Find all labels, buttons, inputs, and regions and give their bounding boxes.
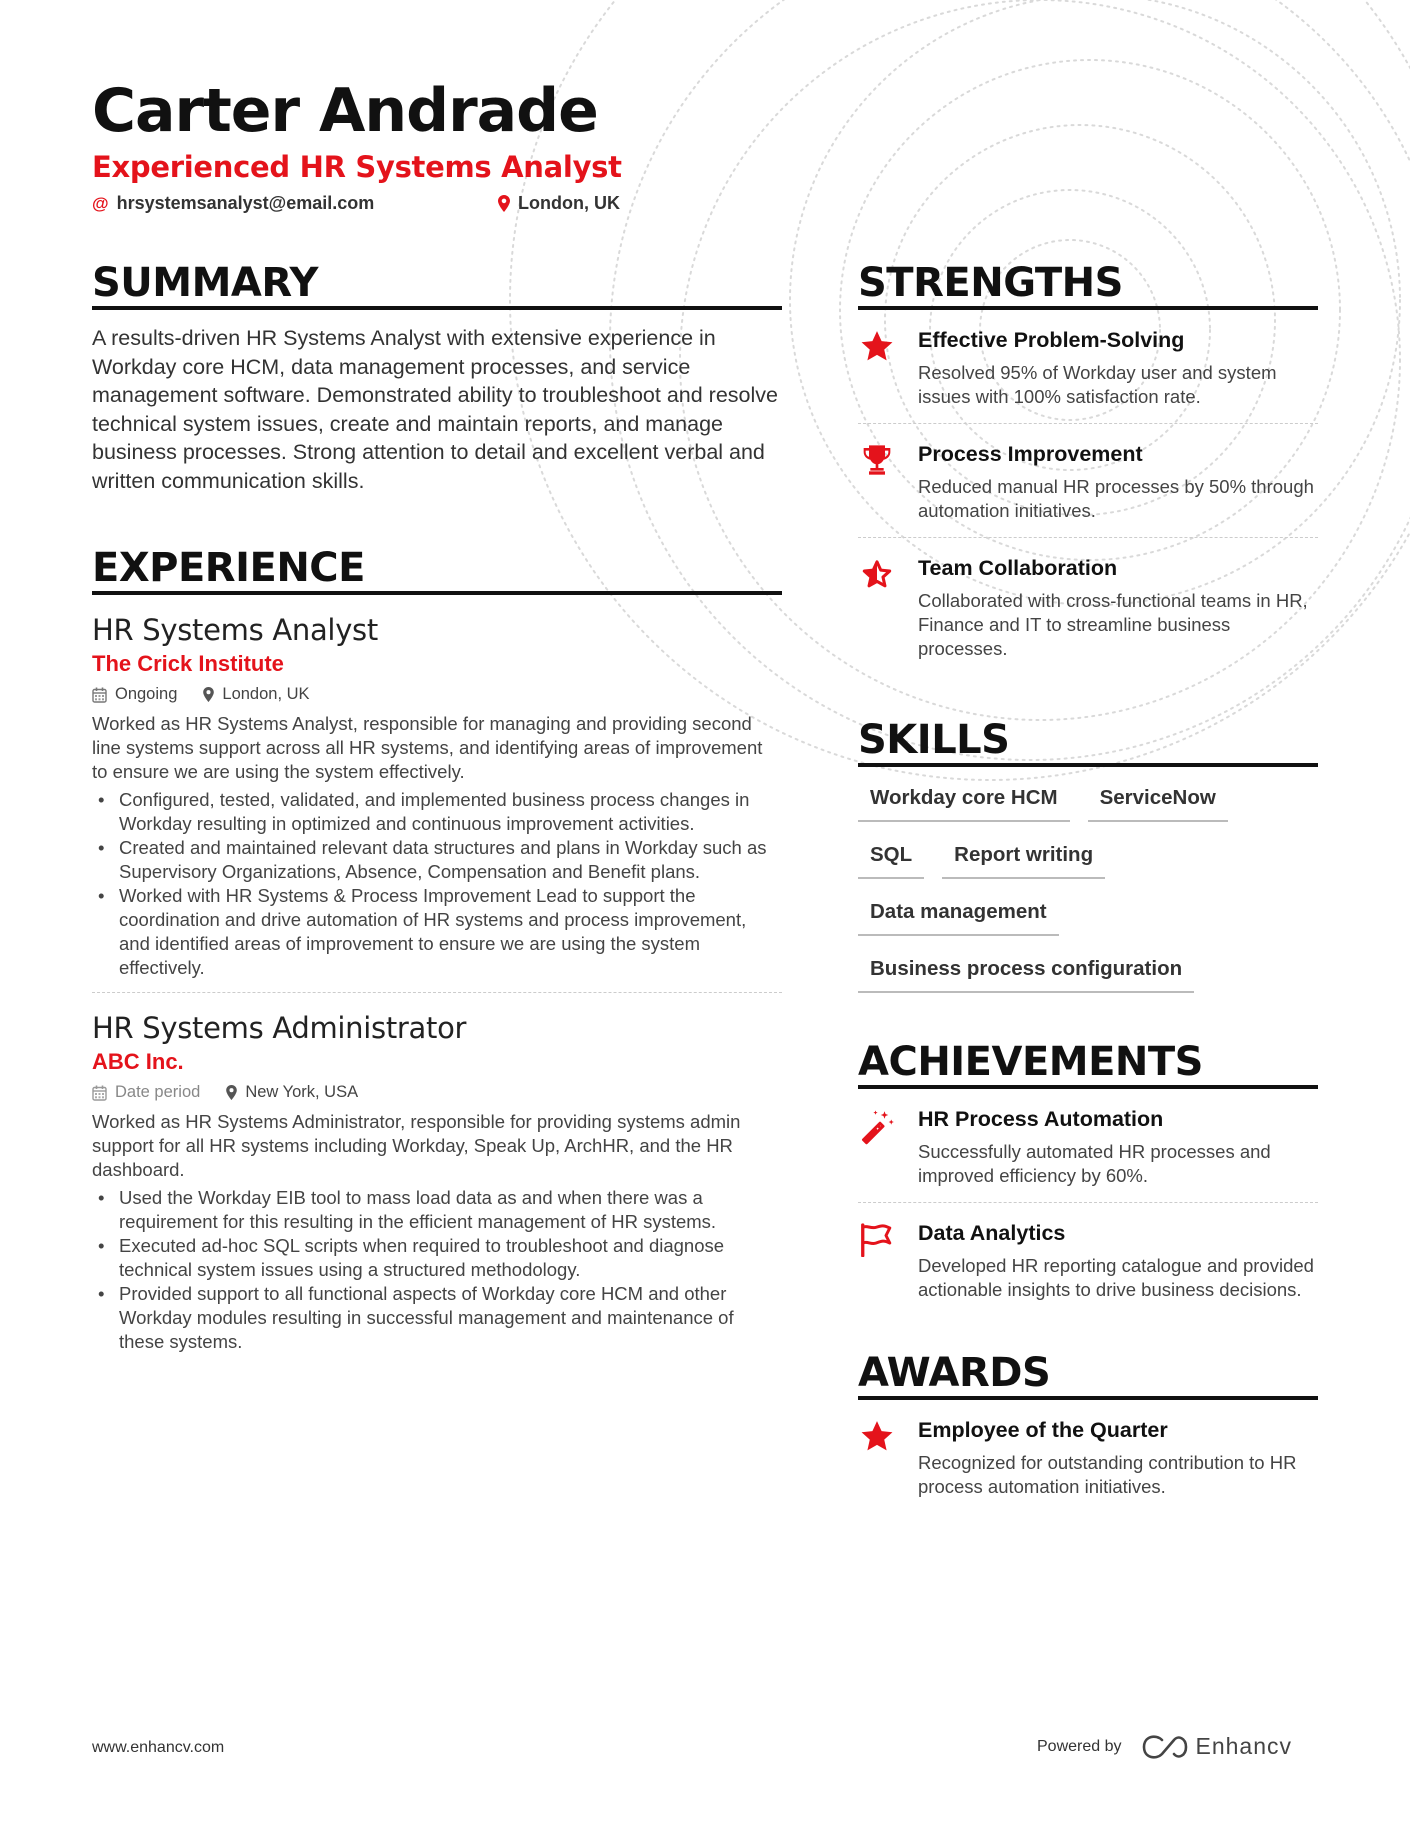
candidate-name: Carter Andrade	[92, 76, 598, 146]
contact-email[interactable]	[92, 193, 374, 214]
job-bullets	[92, 1186, 782, 1354]
job-bullet: • Provided support to all functional aspects of Workday core HCM and other Workday modules resulting in successful management and maintenance of these systems.	[92, 1282, 782, 1354]
magic-wand-icon	[858, 1107, 896, 1188]
strengths-section	[858, 262, 1318, 675]
achievement-title: Data Analytics	[918, 1221, 1066, 1245]
skills-heading: SKILLS	[858, 719, 1318, 767]
job-bullet: • Used the Workday EIB tool to mass load data as and when there was a requirement for this resulting in the efficient management of HR systems.	[92, 1186, 782, 1234]
job-meta	[92, 1083, 782, 1102]
job-title: HR Systems Analyst	[92, 613, 378, 647]
job-bullet: • Configured, tested, validated, and implemented business process changes in Workday resulting in optimized and continuous improvement activities.	[92, 788, 782, 836]
left-column	[92, 262, 782, 1354]
strength-desc: Reduced manual HR processes by 50% through automation initiatives.	[918, 476, 1314, 521]
award-desc: Recognized for outstanding contribution to HR process automation initiatives.	[918, 1452, 1297, 1497]
job-company: ABC Inc.	[92, 1049, 184, 1074]
awards-section	[858, 1352, 1318, 1513]
calendar-icon	[92, 687, 107, 703]
job-company: The Crick Institute	[92, 651, 284, 676]
achievement-title: HR Process Automation	[918, 1107, 1164, 1131]
strength-desc: Collaborated with cross-functional teams in HR, Finance and IT to streamline business processes.	[918, 590, 1308, 659]
job-bullet: • Worked with HR Systems & Process Improvement Lead to support the coordination and drive automation of HR systems and process improvement, and identified areas of improvement to ensure we are using the system effectively.	[92, 884, 782, 980]
experience-section	[92, 547, 782, 1354]
calendar-icon	[92, 1085, 107, 1101]
achievement-desc: Developed HR reporting catalogue and provided actionable insights to drive business decisions.	[918, 1255, 1314, 1300]
strength-title: Team Collaboration	[918, 556, 1118, 580]
achievement-item	[858, 1203, 1318, 1316]
star-icon	[858, 328, 896, 409]
right-column	[858, 262, 1318, 1513]
strength-title: Effective Problem-Solving	[918, 328, 1185, 352]
strength-title: Process Improvement	[918, 442, 1143, 466]
map-pin-icon	[226, 1085, 237, 1100]
job-title: HR Systems Administrator	[92, 1011, 467, 1045]
map-pin-icon	[498, 195, 510, 212]
summary-text: A results-driven HR Systems Analyst with extensive experience in Workday core HCM, data management processes, and service management software. Demonstrated ability to troubleshoot and resolve technical system issues, create and maintain reports, and manage business processes. Strong attention to detail and excellent verbal and written communication skills.	[92, 326, 778, 493]
strengths-heading: STRENGTHS	[858, 262, 1318, 310]
footer-website[interactable]: www.enhancv.com	[92, 1739, 225, 1756]
job-location: London, UK	[203, 685, 309, 704]
summary-section	[92, 262, 782, 495]
email-text: hrsystemsanalyst@email.com	[116, 193, 375, 213]
contact-location	[498, 193, 620, 214]
job-bullet: • Created and maintained relevant data structures and plans in Workday such as Supervisory Organizations, Absence, Compensation and Benefit plans.	[92, 836, 782, 884]
strength-item	[858, 538, 1318, 675]
job-bullets	[92, 788, 782, 980]
star-outline-icon	[858, 556, 896, 661]
job-location: New York, USA	[226, 1083, 358, 1102]
skill-tag: SQL	[858, 836, 924, 879]
achievements-section	[858, 1041, 1318, 1316]
job-period: Ongoing	[92, 685, 177, 704]
experience-heading: EXPERIENCE	[92, 547, 782, 595]
achievement-item	[858, 1089, 1318, 1203]
job-description: Worked as HR Systems Administrator, responsible for providing systems admin support for all HR systems including Workday, Speak Up, ArchHR, and the HR dashboard.	[92, 1111, 741, 1180]
achievement-desc: Successfully automated HR processes and improved efficiency by 60%.	[918, 1141, 1271, 1186]
enhancv-logo-icon	[1142, 1734, 1188, 1760]
at-icon: @	[92, 193, 109, 213]
experience-entry	[92, 595, 782, 993]
skills-list	[858, 779, 1278, 993]
skills-section	[858, 719, 1318, 993]
star-icon	[858, 1418, 896, 1499]
award-item	[858, 1400, 1318, 1513]
award-title: Employee of the Quarter	[918, 1418, 1168, 1442]
summary-heading: SUMMARY	[92, 262, 782, 310]
strength-item	[858, 310, 1318, 424]
location-text: London, UK	[518, 193, 620, 213]
achievements-heading: ACHIEVEMENTS	[858, 1041, 1318, 1089]
footer-branding[interactable]	[1037, 1733, 1292, 1760]
skill-tag: Data management	[858, 893, 1059, 936]
enhancv-logo	[1142, 1733, 1293, 1760]
map-pin-icon	[203, 687, 214, 702]
skill-tag: ServiceNow	[1088, 779, 1228, 822]
skill-tag: Workday core HCM	[858, 779, 1070, 822]
enhancv-logo-text: Enhancv	[1195, 1733, 1293, 1759]
skill-tag: Report writing	[942, 836, 1105, 879]
strength-item	[858, 424, 1318, 538]
powered-by-label: Powered by	[1037, 1737, 1122, 1755]
skill-tag: Business process configuration	[858, 950, 1194, 993]
job-description: Worked as HR Systems Analyst, responsible for managing and providing second line systems support across all HR systems, and identifying areas of improvement to ensure we are using the system effectively.	[92, 713, 763, 782]
awards-heading: AWARDS	[858, 1352, 1318, 1400]
job-bullet: • Executed ad-hoc SQL scripts when required to troubleshoot and diagnose technical system issues using a structured methodology.	[92, 1234, 782, 1282]
candidate-title: Experienced HR Systems Analyst	[92, 150, 622, 184]
job-meta	[92, 685, 782, 704]
flag-icon	[858, 1221, 896, 1302]
job-period: Date period	[92, 1083, 200, 1102]
strength-desc: Resolved 95% of Workday user and system issues with 100% satisfaction rate.	[918, 362, 1277, 407]
trophy-icon	[858, 442, 896, 523]
experience-entry	[92, 993, 782, 1354]
